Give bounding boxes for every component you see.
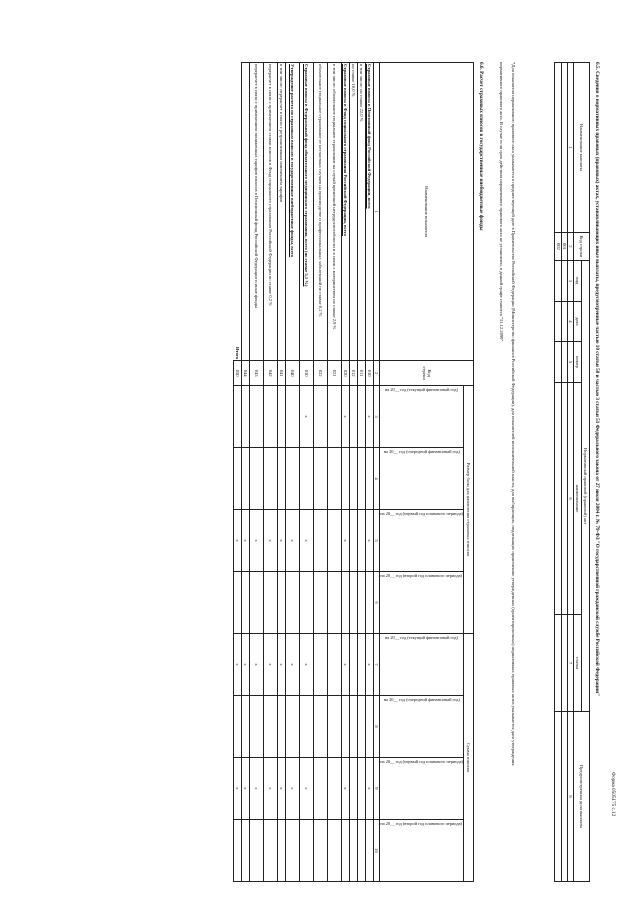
period-header: на 20__ год (второй год планового периода) xyxy=(380,820,463,826)
value-cell xyxy=(264,572,278,634)
value-cell xyxy=(300,819,314,881)
value-cell xyxy=(242,695,250,757)
value-cell xyxy=(264,819,278,881)
value-cell: x xyxy=(366,757,374,819)
row-code: 042 xyxy=(264,361,278,386)
value-cell: x xyxy=(250,757,264,819)
value-cell xyxy=(286,448,300,510)
col-act-65: Нормативный правовой (правовой) акт xyxy=(582,260,590,711)
value-cell: x xyxy=(242,633,250,695)
period-header: на 20__ год (очередной финансовый год) xyxy=(383,449,460,455)
table-row xyxy=(561,63,567,882)
value-cell xyxy=(358,757,366,819)
value-cell xyxy=(286,572,300,634)
value-cell xyxy=(350,572,358,634)
col-num: 7 xyxy=(374,633,380,695)
value-cell xyxy=(300,572,314,634)
value-cell xyxy=(250,695,264,757)
row-name xyxy=(242,63,250,361)
value-cell xyxy=(286,819,300,881)
row-code: 010 xyxy=(366,361,374,386)
col-name-65: Наименование выплаты xyxy=(574,63,590,233)
table-row xyxy=(314,63,328,882)
value-cell xyxy=(342,695,350,757)
table-row xyxy=(264,63,278,882)
value-cell: x xyxy=(342,757,350,819)
row-name: перерасчет в связи с применением ставки взносов в Фонд социального страхования Российской Федерации по ставке 0,2 % xyxy=(264,63,278,361)
table-row xyxy=(286,63,300,882)
value-cell xyxy=(328,510,342,572)
value-cell xyxy=(358,695,366,757)
value-cell xyxy=(250,819,264,881)
value-cell xyxy=(264,448,278,510)
value-cell xyxy=(234,572,242,634)
value-cell xyxy=(328,572,342,634)
row-name: обязательное социальное страхование от несчастных случаев на производстве и профессиональных заболеваний по ставке 0,2 % xyxy=(314,63,328,361)
value-cell xyxy=(242,386,250,448)
table-row xyxy=(300,63,314,882)
value-cell xyxy=(350,448,358,510)
col-name-66: Наименование показателя xyxy=(380,63,474,361)
value-cell: x xyxy=(250,510,264,572)
value-cell xyxy=(358,633,366,695)
value-cell xyxy=(350,757,358,819)
value-cell: x xyxy=(234,510,242,572)
value-cell xyxy=(250,572,264,634)
col-date-65: дата xyxy=(574,301,582,342)
footnote-1: *Для показателя нормативного правового акта указывается в предшествующей дате в Правительство Российской Федерации (Министерство финансов Российской Федерации), для показателей исполнительной власти, для выбирающих, подлежащих применению утвержденных (ориентировочных) нормативных правовых актов указывается дата утверждения xyxy=(511,62,516,766)
value-cell: x xyxy=(286,510,300,572)
value-cell xyxy=(264,695,278,757)
col-num: 8 xyxy=(567,712,573,882)
col-num: 6 xyxy=(567,382,573,614)
table-row xyxy=(242,63,250,882)
col-num: 2 xyxy=(374,361,380,386)
col-num: 4 xyxy=(567,301,573,342)
row-code: 020 xyxy=(342,361,350,386)
value-cell xyxy=(300,695,314,757)
value-cell: x xyxy=(278,757,286,819)
value-cell: x xyxy=(234,757,242,819)
table-row xyxy=(358,63,366,882)
col-num: 3 xyxy=(374,386,380,448)
row-code: 044 xyxy=(242,361,250,386)
row-name: перерасчет в связи с применением пониженных тарифов взносов в Пенсионный фонд Российской Федерации и иные фонды xyxy=(250,63,264,361)
col-num: 9 xyxy=(374,757,380,819)
value-cell xyxy=(314,386,328,448)
section-66-title: 6.6. Расчет страховых взносов в государственные внебюджетные фонды xyxy=(478,62,484,231)
value-cell xyxy=(314,572,328,634)
value-cell xyxy=(314,510,328,572)
col-num: 8 xyxy=(374,695,380,757)
value-cell: x xyxy=(300,386,314,448)
table-row xyxy=(250,63,264,882)
value-cell xyxy=(328,448,342,510)
table-row xyxy=(278,63,286,882)
col-num: 1 xyxy=(374,63,380,361)
value-cell xyxy=(234,448,242,510)
value-cell xyxy=(328,695,342,757)
row-code: 040 xyxy=(286,361,300,386)
value-cell: x xyxy=(242,510,250,572)
value-cell xyxy=(250,448,264,510)
value-cell xyxy=(358,386,366,448)
row-code: 022 xyxy=(314,361,328,386)
value-cell xyxy=(314,695,328,757)
value-cell: x xyxy=(366,510,374,572)
total-code: 050 xyxy=(234,361,242,386)
value-cell xyxy=(278,386,286,448)
value-cell xyxy=(314,757,328,819)
value-cell: x xyxy=(342,510,350,572)
period-header: на 20__ год (очередной финансовый год) xyxy=(383,696,460,702)
col-share-65: Предусмотренная доля выплаты xyxy=(574,712,590,882)
col-base-66: Размер базы для начисления страховых взносов xyxy=(464,386,474,634)
period-header: на 20__ год (первый год планового периода) xyxy=(380,511,463,517)
col-code-66: Код строки xyxy=(380,361,474,386)
col-vid-65: вид xyxy=(574,260,582,301)
table-66 xyxy=(233,62,474,882)
row-name: по ставке 10,0 % xyxy=(350,63,358,361)
value-cell xyxy=(350,510,358,572)
value-cell: x xyxy=(366,386,374,448)
col-code-65: Код строки xyxy=(574,232,590,260)
value-cell xyxy=(264,386,278,448)
row-code: 021 xyxy=(328,361,342,386)
value-cell: x xyxy=(234,633,242,695)
row-name: Страховые взносы в Пенсионный фонд Российской Федерации, всего xyxy=(366,63,374,361)
value-cell xyxy=(328,633,342,695)
row-code: 041 xyxy=(278,361,286,386)
row-code: 030 xyxy=(300,361,314,386)
value-cell xyxy=(358,448,366,510)
value-cell: x xyxy=(286,633,300,695)
row-name: Страховые взносы в Фонд социального страхования Российской Федерации, всего xyxy=(342,63,350,361)
value-cell xyxy=(314,633,328,695)
value-cell xyxy=(242,572,250,634)
value-cell: x xyxy=(242,757,250,819)
value-cell xyxy=(278,695,286,757)
value-cell xyxy=(350,633,358,695)
table-row xyxy=(342,63,350,882)
col-title-65: наименование xyxy=(574,382,582,614)
value-cell xyxy=(278,448,286,510)
table-row xyxy=(350,63,358,882)
col-num: 1 xyxy=(567,63,573,233)
value-cell xyxy=(358,572,366,634)
value-cell xyxy=(250,386,264,448)
period-header: на 20__ год (первый год планового периода) xyxy=(380,758,463,764)
value-cell xyxy=(278,819,286,881)
section-65-title: 6.5. Сведения о нормативных правовых (правовых) актах, устанавливающих иные выплаты, предусмотренные частью 10 статьи 50 и частью 3 статьи 51 Федерального закона от 27 июля 2004 г. № 79-ФЗ "О государственной гражданской службе Российской Федерации" xyxy=(594,62,600,697)
value-cell: x xyxy=(264,633,278,695)
value-cell xyxy=(342,448,350,510)
row-code: 001 xyxy=(561,232,567,260)
row-name: Утверждение расчета по страховым взносам в государственные внебюджетные фонды, всего xyxy=(286,63,300,361)
row-name: в том числе: перерасчет в связи с ретроактивным изменением тарифов xyxy=(278,63,286,361)
value-cell: x xyxy=(286,757,300,819)
value-cell xyxy=(342,572,350,634)
col-sum-66: Сумма взносов xyxy=(464,633,474,881)
value-cell xyxy=(242,448,250,510)
row-code: 011 xyxy=(358,361,366,386)
value-cell xyxy=(286,695,300,757)
value-cell xyxy=(358,819,366,881)
row-name: в том числе: по ставке 22,0 % xyxy=(358,63,366,361)
value-cell xyxy=(328,757,342,819)
value-cell xyxy=(366,572,374,634)
row-name: Страховые взносы в Федеральный фонд обязательного медицинского страхования, всего (по ставке 5,1 %) xyxy=(300,63,314,361)
table-row xyxy=(555,63,561,882)
value-cell xyxy=(350,819,358,881)
value-cell xyxy=(366,819,374,881)
col-num: 7 xyxy=(567,615,573,712)
value-cell: x xyxy=(278,633,286,695)
value-cell xyxy=(350,695,358,757)
row-code: 043 xyxy=(250,361,264,386)
row-code: 012 xyxy=(350,361,358,386)
value-cell xyxy=(234,819,242,881)
form-id: Форма 0505175 с.12 xyxy=(610,772,616,817)
col-number-65: номер xyxy=(574,342,582,383)
col-num: 4 xyxy=(374,448,380,510)
value-cell xyxy=(342,819,350,881)
value-cell xyxy=(328,819,342,881)
col-num: 5 xyxy=(567,342,573,383)
value-cell: x xyxy=(342,386,350,448)
value-cell xyxy=(314,448,328,510)
value-cell xyxy=(328,386,342,448)
value-cell: x xyxy=(264,757,278,819)
period-header: на 20__ год (текущий финансовый год) xyxy=(385,387,459,393)
value-cell xyxy=(366,448,374,510)
period-header: на 20__ год (второй год планового периода) xyxy=(380,573,463,578)
row-code: 002 xyxy=(555,232,561,260)
value-cell xyxy=(366,695,374,757)
value-cell xyxy=(286,386,300,448)
value-cell: x xyxy=(366,633,374,695)
value-cell: x xyxy=(264,510,278,572)
col-article-65: статья xyxy=(574,615,582,712)
value-cell xyxy=(314,819,328,881)
footnote-2: нормативного правового акта. В случае если срок действия нормативного правового акта не установлен, в данной графе ставится "31.12.2099" xyxy=(499,62,504,342)
table-row xyxy=(366,63,374,882)
value-cell xyxy=(358,510,366,572)
value-cell: x xyxy=(278,510,286,572)
col-num: 2 xyxy=(567,232,573,260)
col-num: 3 xyxy=(567,260,573,301)
value-cell: x xyxy=(342,633,350,695)
table-65 xyxy=(554,62,590,882)
value-cell: x xyxy=(300,510,314,572)
col-num: 5 xyxy=(374,510,380,572)
total-row xyxy=(234,63,242,882)
period-header: на 20__ год (текущий финансовый год) xyxy=(385,634,459,640)
value-cell xyxy=(242,819,250,881)
value-cell xyxy=(350,386,358,448)
col-num: 6 xyxy=(374,572,380,634)
value-cell xyxy=(300,448,314,510)
value-cell xyxy=(234,695,242,757)
value-cell xyxy=(278,572,286,634)
value-cell xyxy=(234,386,242,448)
table-row xyxy=(328,63,342,882)
value-cell: x xyxy=(300,757,314,819)
value-cell: x xyxy=(250,633,264,695)
col-num: 10 xyxy=(374,819,380,881)
value-cell: x xyxy=(300,633,314,695)
total-label: Итого xyxy=(234,346,240,360)
row-name: в том числе: обязательное социальное страхование на случай временной нетрудоспособности и в связи с материнством по ставке 2,9 % xyxy=(328,63,342,361)
